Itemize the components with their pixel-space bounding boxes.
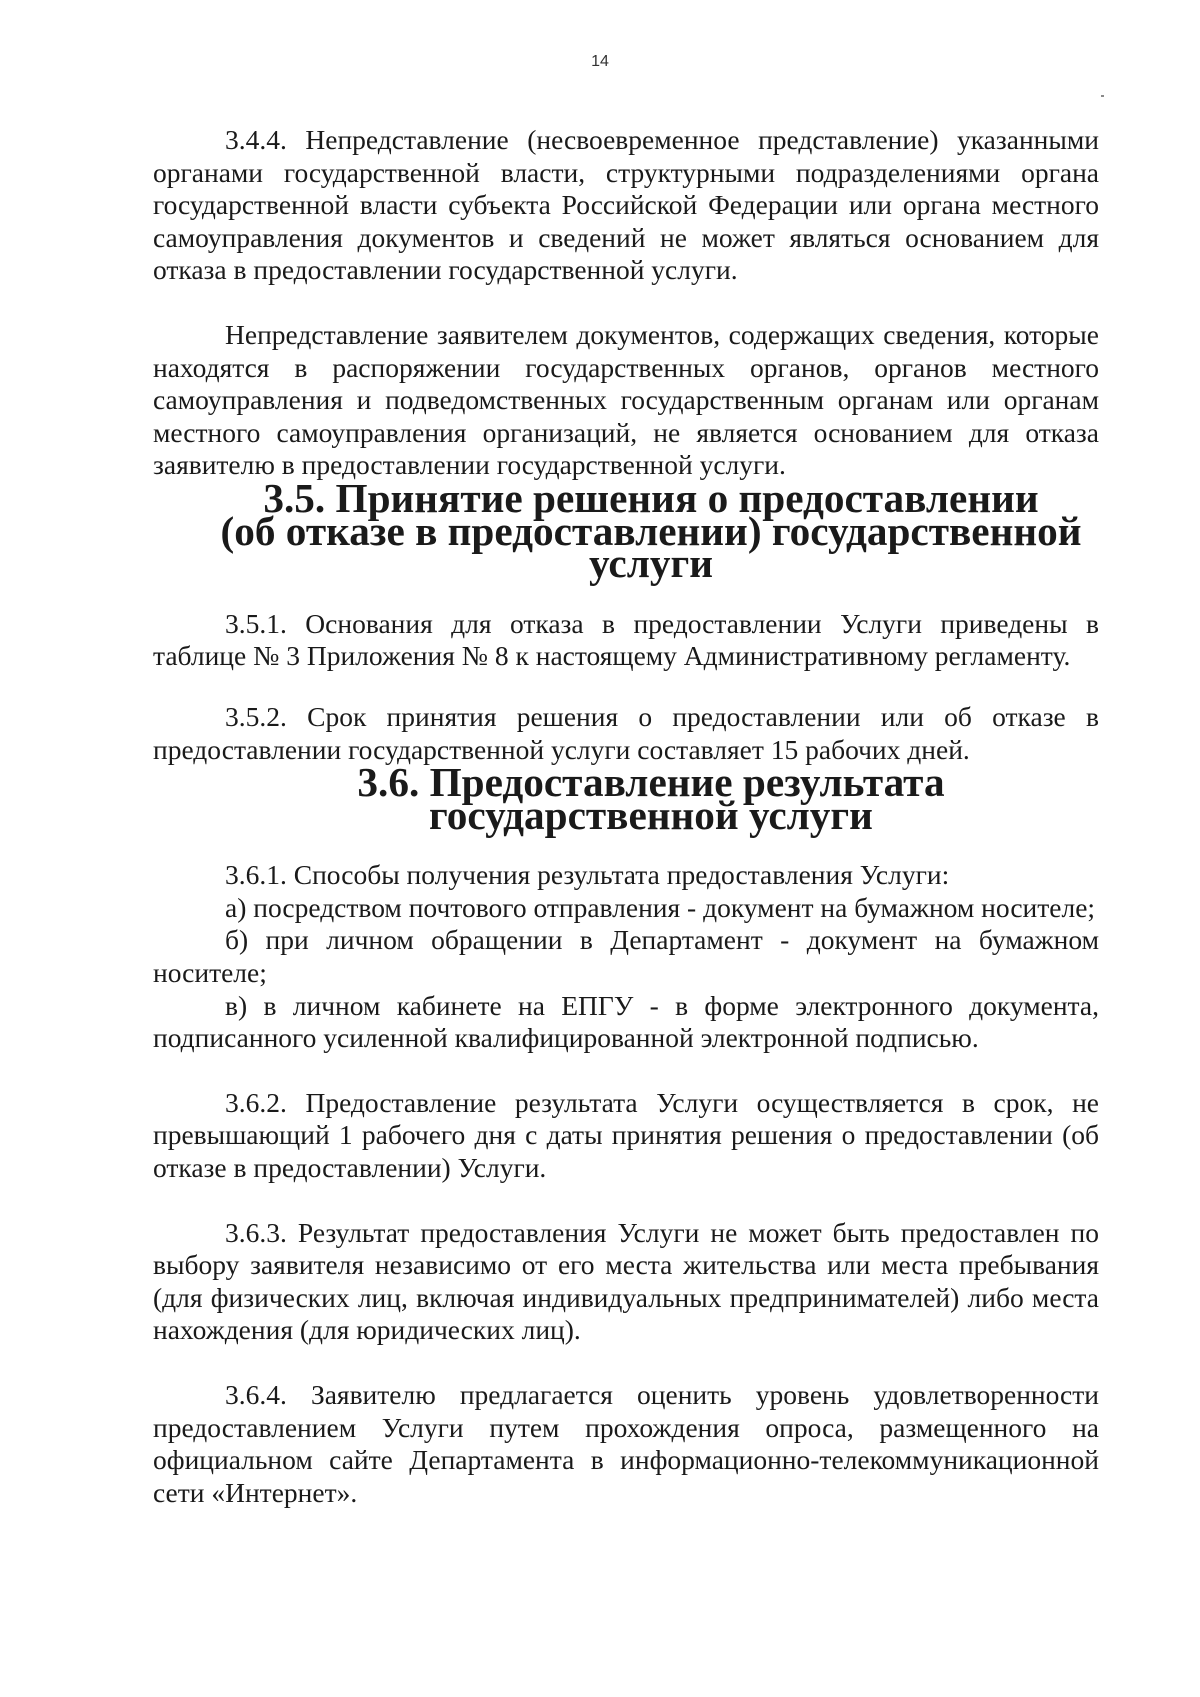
- section-heading-3-5: [153, 474, 1099, 587]
- list-item-3-6-1-c: в) в личном кабинете на ЕПГУ - в форме электронного документа, подписанного усиленной квалифицированной электронной подписью.: [153, 989, 1099, 1054]
- paragraph-3-4-4: 3.4.4. Непредставление (несвоевременное представление) указанными органами государственной власти, структурными подразделениями органа государственной власти субъекта Российской Федерации или органа местного самоуправления документов и сведений не может являться основанием для отказа в предоставлении государственной услуги.: [153, 124, 1099, 286]
- section-heading-3-5-line2: (об отказе в предоставлении) государственной услуги: [220, 507, 1082, 587]
- section-heading-3-5-line1: 3.5. Принятие решения о предоставлении: [263, 474, 1039, 521]
- list-item-3-6-1-a: а) посредством почтового отправления - документ на бумажном носителе;: [225, 891, 1096, 923]
- paragraph-3-5-2: 3.5.2. Срок принятия решения о предоставлении или об отказе в предоставлении государственной услуги составляет 15 рабочих дней.: [153, 700, 1099, 765]
- paragraph-3-6-1: 3.6.1. Способы получения результата предоставления Услуги:: [225, 859, 950, 891]
- paragraph-3-6-2: 3.6.2. Предоставление результата Услуги осуществляется в срок, не превышающий 1 рабочего дня с даты принятия решения о предоставлении (об отказе в предоставлении) Услуги.: [153, 1086, 1099, 1184]
- paragraph-3-6-4: 3.6.4. Заявителю предлагается оценить уровень удовлетворенности предоставлением Услуги путем прохождения опроса, размещенного на официальном сайте Департамента в информационно-телекоммуникационной сети «Интернет».: [153, 1379, 1099, 1508]
- scan-speck: [1101, 95, 1104, 97]
- list-item-3-6-1-b: б) при личном обращении в Департамент - документ на бумажном носителе;: [153, 924, 1099, 989]
- section-heading-3-6: 3.6. Предоставление результата государственной услуги: [357, 759, 945, 838]
- paragraph-3-5-1: 3.5.1. Основания для отказа в предоставлении Услуги приведены в таблице № 3 Приложения № 8 к настоящему Административному регламенту.: [153, 607, 1099, 672]
- document-body: [153, 124, 1099, 1509]
- paragraph-3-6-3: 3.6.3. Результат предоставления Услуги не может быть предоставлен по выбору заявителя независимо от его места жительства или места пребывания (для физических лиц, включая индивидуальных предпринимателей) либо места нахождения (для юридических лиц).: [153, 1216, 1099, 1346]
- page-number: 14: [591, 53, 609, 70]
- paragraph-non-submission: Непредставление заявителем документов, содержащих сведения, которые находятся в распоряжении государственных органов, органов местного самоуправления и подведомственных государственным органам или органам местного самоуправления организаций, не является основанием для отказа заявителю в предоставлении государственной услуги.: [153, 318, 1099, 481]
